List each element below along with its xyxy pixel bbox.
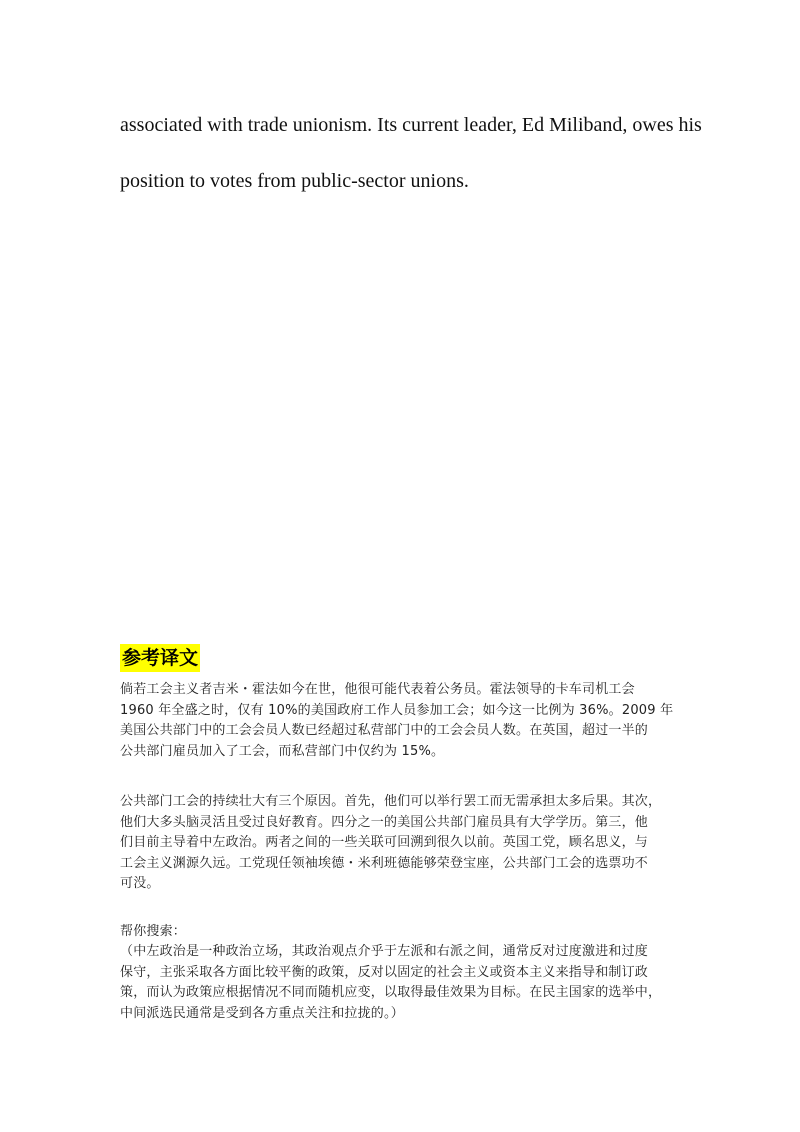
translation-section <box>120 644 690 1024</box>
paragraph-line: 他们大多头脑灵活且受过良好教育。四分之一的美国公共部门雇员具有大学学历。第三，他 <box>120 814 649 830</box>
translation-heading: 参考译文 <box>120 644 200 672</box>
paragraph-line: 公共部门工会的持续壮大有三个原因。首先，他们可以举行罢工而无需承担太多后果。其次， <box>120 794 662 809</box>
english-line: associated with trade unionism. Its current leader, Ed Miliband, owes his <box>120 114 702 136</box>
paragraph-line: 们目前主导着中左政治。两者之间的一些关联可回溯到很久以前。英国工党，顾名思义，与 <box>120 835 649 850</box>
paragraph-line: 中间派选民通常是受到各方重点关注和拉拢的。） <box>120 1005 404 1021</box>
paragraph-line: 保守，主张采取各方面比较平衡的政策，反对以固定的社会主义或资本主义来指导和制订政 <box>120 964 649 980</box>
translation-paragraph-1 <box>120 680 690 762</box>
paragraph-line: 可没。 <box>120 876 160 891</box>
paragraph-line: 工会主义渊源久远。工党现任领袖埃德・米利班德能够荣登宝座，公共部门工会的选票功不 <box>120 855 649 871</box>
paragraph-line: 美国公共部门中的工会会员人数已经超过私营部门中的工会会员人数。在英国，超过一半的 <box>120 723 649 738</box>
paragraph-line: 公共部门雇员加入了工会，而私营部门中仅约为 15%。 <box>120 743 445 759</box>
paragraph-line: 1960 年全盛之时，仅有 10%的美国政府工作人员参加工会；如今这一比例为 36%。2009 年 <box>120 702 674 718</box>
english-line: position to votes from public-sector unions. <box>120 170 469 192</box>
search-note <box>120 922 690 1025</box>
paragraph-line: （中左政治是一种政治立场，其政治观点介乎于左派和右派之间，通常反对过度激进和过度 <box>120 944 649 959</box>
paragraph-line: 策，而认为政策应根据情况不同而随机应变，以取得最佳效果为目标。在民主国家的选举中， <box>120 985 662 1000</box>
search-label: 帮你搜索： <box>120 923 187 939</box>
translation-paragraph-2 <box>120 792 690 895</box>
english-text-block <box>120 103 702 215</box>
paragraph-line: 倘若工会主义者吉米・霍法如今在世，他很可能代表着公务员。霍法领导的卡车司机工会 <box>120 682 635 697</box>
